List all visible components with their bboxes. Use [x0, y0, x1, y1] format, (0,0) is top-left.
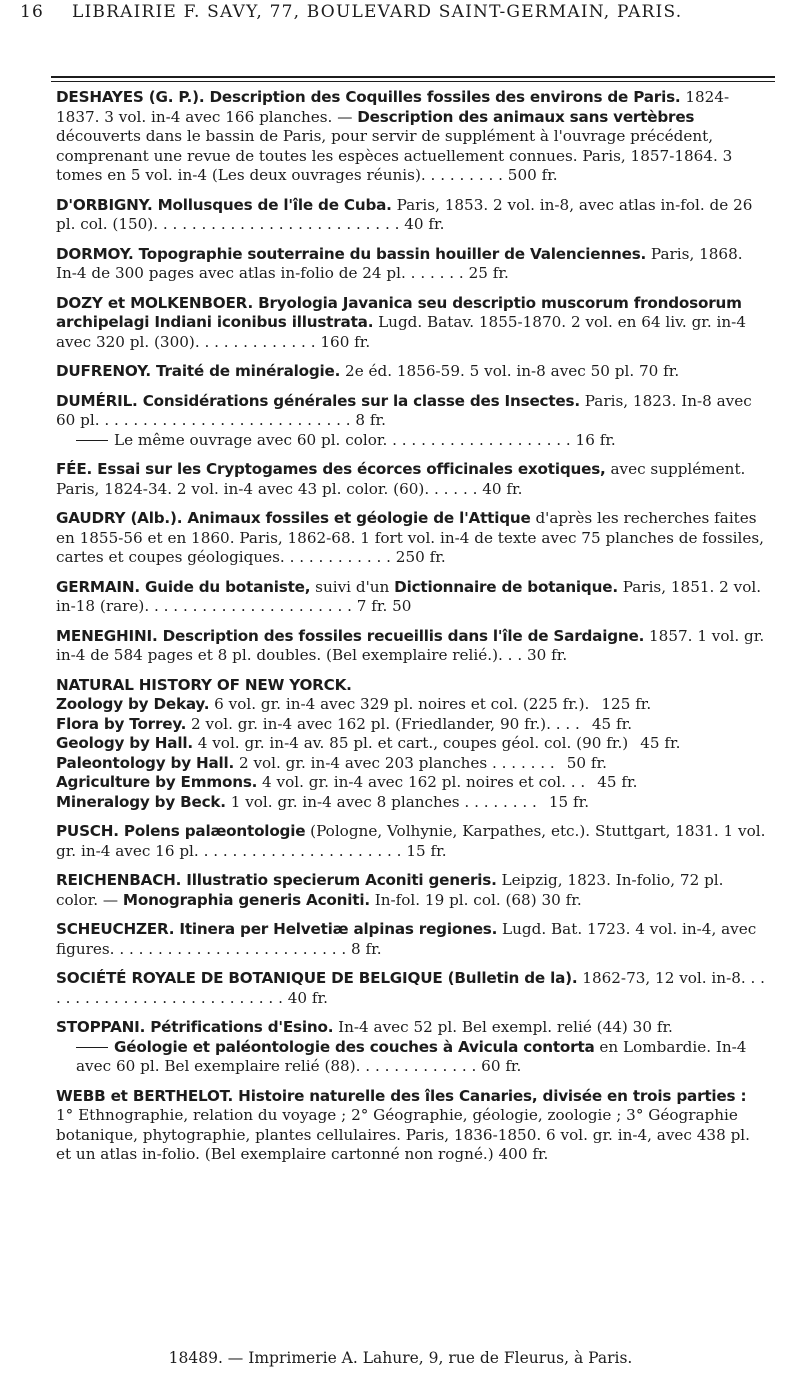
- catalogue-entry-dumeril: [56, 392, 768, 451]
- catalogue-entry-deshayes: [56, 88, 768, 186]
- catalogue-entry-fee: [56, 460, 768, 499]
- running-head-text: LIBRAIRIE F. SAVY, 77, BOULEVARD SAINT-GERMAIN, PARIS.: [72, 2, 683, 22]
- entry-body: In-4 avec 52 pl. Bel exempl. relié (44) 30 fr.: [333, 1018, 673, 1036]
- series-title: Agriculture by Emmons.: [56, 773, 258, 791]
- page-number: 16: [20, 2, 45, 22]
- series-body: 4 vol. gr. in-4 avec 162 pl. noires et col. . .: [257, 773, 586, 791]
- catalogue-entry-meneghini: [56, 627, 768, 666]
- series-line: [56, 734, 768, 754]
- entry-heading: DUFRENOY. Traité de minéralogie.: [56, 362, 341, 380]
- entry-heading: DESHAYES (G. P.). Description des Coquilles fossiles des environs de Paris.: [56, 88, 681, 106]
- entry-body: Paris, 1853. 2 vol. in-8, avec atlas in-fol. de 26 pl. col. (150). . . . . . . . . . . . . . . . . . . . . . . . . . 40 fr.: [56, 195, 753, 233]
- entry-sub-line: [56, 1038, 768, 1077]
- entry-heading: WEBB et BERTHELOT. Histoire naturelle des îles Canaries, divisée en trois parties :: [56, 1086, 747, 1105]
- catalogue-entry-gaudry: [56, 509, 768, 568]
- series-body: 2 vol. gr. in-4 avec 203 planches . . . . . . .: [234, 753, 555, 772]
- series-title: Mineralogy by Beck.: [56, 792, 226, 811]
- entry-sub-text: en Lombardie. In-4 avec 60 pl. Bel exemplaire relié (88). . . . . . . . . . . . . 60 fr.: [76, 1037, 747, 1075]
- entry-body: avec supplément. Paris, 1824-34. 2 vol. in-4 avec 43 pl. color. (60). . . . . . 40 fr.: [56, 460, 746, 498]
- series-body: 1 vol. gr. in-4 avec 8 planches . . . . . . . .: [225, 792, 537, 811]
- entry-body: Paris, 1868. In-4 de 300 pages avec atlas in-folio de 24 pl. . . . . . . 25 fr.: [56, 244, 743, 282]
- catalogue-entry-reichenbach: [56, 871, 768, 910]
- entry-body: Lugd. Batav. 1855-1870. 2 vol. en 64 liv. gr. in-4 avec 320 pl. (300). . . . . . . . . . . . . 160 fr.: [56, 313, 746, 351]
- entry-heading: REICHENBACH. Illustratio specierum Aconiti generis.: [56, 871, 497, 889]
- header-rule-thin: [51, 81, 775, 82]
- entry-body: Lugd. Bat. 1723. 4 vol. in-4, avec figures. . . . . . . . . . . . . . . . . . . . . . . . . 8 fr.: [56, 920, 757, 958]
- series-body: 2 vol. gr. in-4 avec 162 pl. (Friedlander, 90 fr.). . . .: [186, 714, 580, 733]
- ditto-dash: [76, 1047, 108, 1048]
- entry-sub-text: Le même ouvrage avec 60 pl. color. . . . . . . . . . . . . . . . . . . . 16 fr.: [114, 430, 616, 449]
- catalogue-entry-pusch: [56, 822, 768, 861]
- series-title: Paleontology by Hall.: [56, 753, 235, 772]
- catalogue-entry-scheuchzer: [56, 920, 768, 959]
- series-price: 15 fr.: [548, 792, 590, 811]
- series-title: Flora by Torrey.: [56, 714, 187, 733]
- entry-heading: SCHEUCHZER. Itinera per Helvetiæ alpinas regiones.: [56, 920, 498, 938]
- entry-body-secondary: découverts dans le bassin de Paris, pour servir de supplément à l'ouvrage précédent, comprenant une revue de toutes les espèces actuellement connues. Paris, 1857-1864. 3 tomes en 5 vol. in-4 (Les deux ouvrages réunis). . . . . . . . . 500 fr.: [56, 127, 733, 184]
- entry-heading: DOZY et MOLKENBOER. Bryologia Javanica seu descriptio muscorum frondosorum archipelagi Indiani iconibus illustrata.: [56, 293, 742, 331]
- series-price: 50 fr.: [566, 753, 607, 772]
- series-line: [56, 773, 768, 793]
- entry-body: 1° Ethnographie, relation du voyage ; 2° Géographie, géologie, zoologie ; 3° Géographie botanique, phytographie, plantes cellulaires. Paris, 1836-1850. 6 vol. gr. in-4, avec 438 pl. et un atlas in-folio. (Bel exemplaire cartonné non rogné.) 400 fr.: [56, 1106, 750, 1163]
- catalogue-entry-societe-botanique: [56, 969, 768, 1008]
- entry-body: Leipzig, 1823. In-folio, 72 pl. color. —: [56, 871, 724, 909]
- entry-heading-secondary: Description des animaux sans vertèbres: [357, 107, 695, 126]
- series-line: [56, 754, 768, 774]
- catalogue-entry-dormoy: [56, 245, 768, 284]
- catalogue-entry-webb-berthelot: [56, 1087, 768, 1165]
- entry-heading: D'ORBIGNY. Mollusques de l'île de Cuba.: [56, 195, 392, 214]
- series-title: Zoology by Dekay.: [56, 695, 210, 713]
- catalogue-entry-dufrenoy: [56, 362, 768, 382]
- entry-sub-line: [56, 431, 768, 451]
- catalogue-entry-natural-history: [56, 676, 768, 813]
- entry-body: 2e éd. 1856-59. 5 vol. in-8 avec 50 pl. 70 fr.: [340, 362, 680, 380]
- entry-heading: FÉE. Essai sur les Cryptogames des écorces officinales exotiques,: [56, 460, 606, 478]
- section-heading: NATURAL HISTORY OF NEW YORCK.: [56, 675, 352, 694]
- series-price: 45 fr.: [640, 734, 681, 752]
- catalogue-entry-dorbigny: [56, 196, 768, 235]
- entry-body: suivi d'un: [310, 577, 395, 596]
- entry-heading: STOPPANI. Pétrifications d'Esino.: [56, 1018, 334, 1036]
- catalogue-entry-dozy: [56, 294, 768, 353]
- series-body: 4 vol. gr. in-4 av. 85 pl. et cart., coupes géol. col. (90 fr.): [192, 734, 629, 752]
- entry-body-secondary: Paris, 1851. 2 vol. in-18 (rare). . . . . . . . . . . . . . . . . . . . . . 7 fr. 50: [56, 577, 762, 615]
- entry-body: (Pologne, Volhynie, Karpathes, etc.). Stuttgart, 1831. 1 vol. gr. in-4 avec 16 pl. . . . . . . . . . . . . . . . . . . . . . 15 fr.: [56, 822, 766, 860]
- entry-heading: SOCIÉTÉ ROYALE DE BOTANIQUE DE BELGIQUE (Bulletin de la).: [56, 969, 578, 987]
- header-rule-thick: [51, 76, 775, 78]
- series-price: 45 fr.: [591, 714, 633, 733]
- printer-imprint: 18489. — Imprimerie A. Lahure, 9, rue de Fleurus, à Paris.: [168, 1349, 633, 1367]
- entry-body: 1824-1837. 3 vol. in-4 avec 166 planches. —: [56, 88, 730, 126]
- entry-heading: DUMÉRIL. Considérations générales sur la classe des Insectes.: [56, 391, 580, 410]
- series-body: 6 vol. gr. in-4 avec 329 pl. noires et col. (225 fr.).: [209, 695, 590, 713]
- entry-heading: GERMAIN. Guide du botaniste,: [56, 577, 311, 596]
- entry-sub-heading: Géologie et paléontologie des couches à Avicula contorta: [114, 1037, 595, 1056]
- entry-heading-secondary: Dictionnaire de botanique.: [394, 577, 618, 596]
- entry-body: Paris, 1823. In-8 avec 60 pl. . . . . . . . . . . . . . . . . . . . . . . . . . . 8 fr.: [56, 391, 752, 429]
- entry-heading-secondary: Monographia generis Aconiti.: [122, 890, 370, 909]
- entry-heading: GAUDRY (Alb.). Animaux fossiles et géologie de l'Attique: [56, 509, 531, 527]
- series-line: [56, 695, 768, 715]
- running-head: [20, 1, 780, 23]
- entry-body: 1862-73, 12 vol. in-8. . . . . . . . . . . . . . . . . . . . . . . . . . . 40 fr.: [56, 969, 766, 1007]
- series-line: [56, 793, 768, 813]
- series-price: 125 fr.: [601, 695, 652, 713]
- ditto-dash: [76, 440, 108, 441]
- entry-heading: PUSCH. Polens palæontologie: [56, 822, 306, 840]
- entry-body: 1857. 1 vol. gr. in-4 de 584 pages et 8 pl. doubles. (Bel exemplaire relié.). . . 30 fr.: [56, 626, 765, 664]
- catalogue-entries: [56, 88, 768, 1175]
- series-line: [56, 715, 768, 735]
- catalogue-entry-stoppani: [56, 1018, 768, 1077]
- entry-heading: MENEGHINI. Description des fossiles recueillis dans l'île de Sardaigne.: [56, 626, 645, 645]
- entry-body: d'après les recherches faites en 1855-56 et en 1860. Paris, 1862-68. 1 fort vol. in-4 de texte avec 75 planches de fossiles, cartes et coupes géologiques. . . . . . . . . . . . 250 fr.: [56, 509, 764, 566]
- catalogue-entry-germain: [56, 578, 768, 617]
- entry-heading: DORMOY. Topographie souterraine du bassin houiller de Valenciennes.: [56, 244, 647, 263]
- series-price: 45 fr.: [597, 773, 638, 791]
- series-title: Geology by Hall.: [56, 734, 193, 752]
- entry-body-secondary: In-fol. 19 pl. col. (68) 30 fr.: [369, 890, 582, 909]
